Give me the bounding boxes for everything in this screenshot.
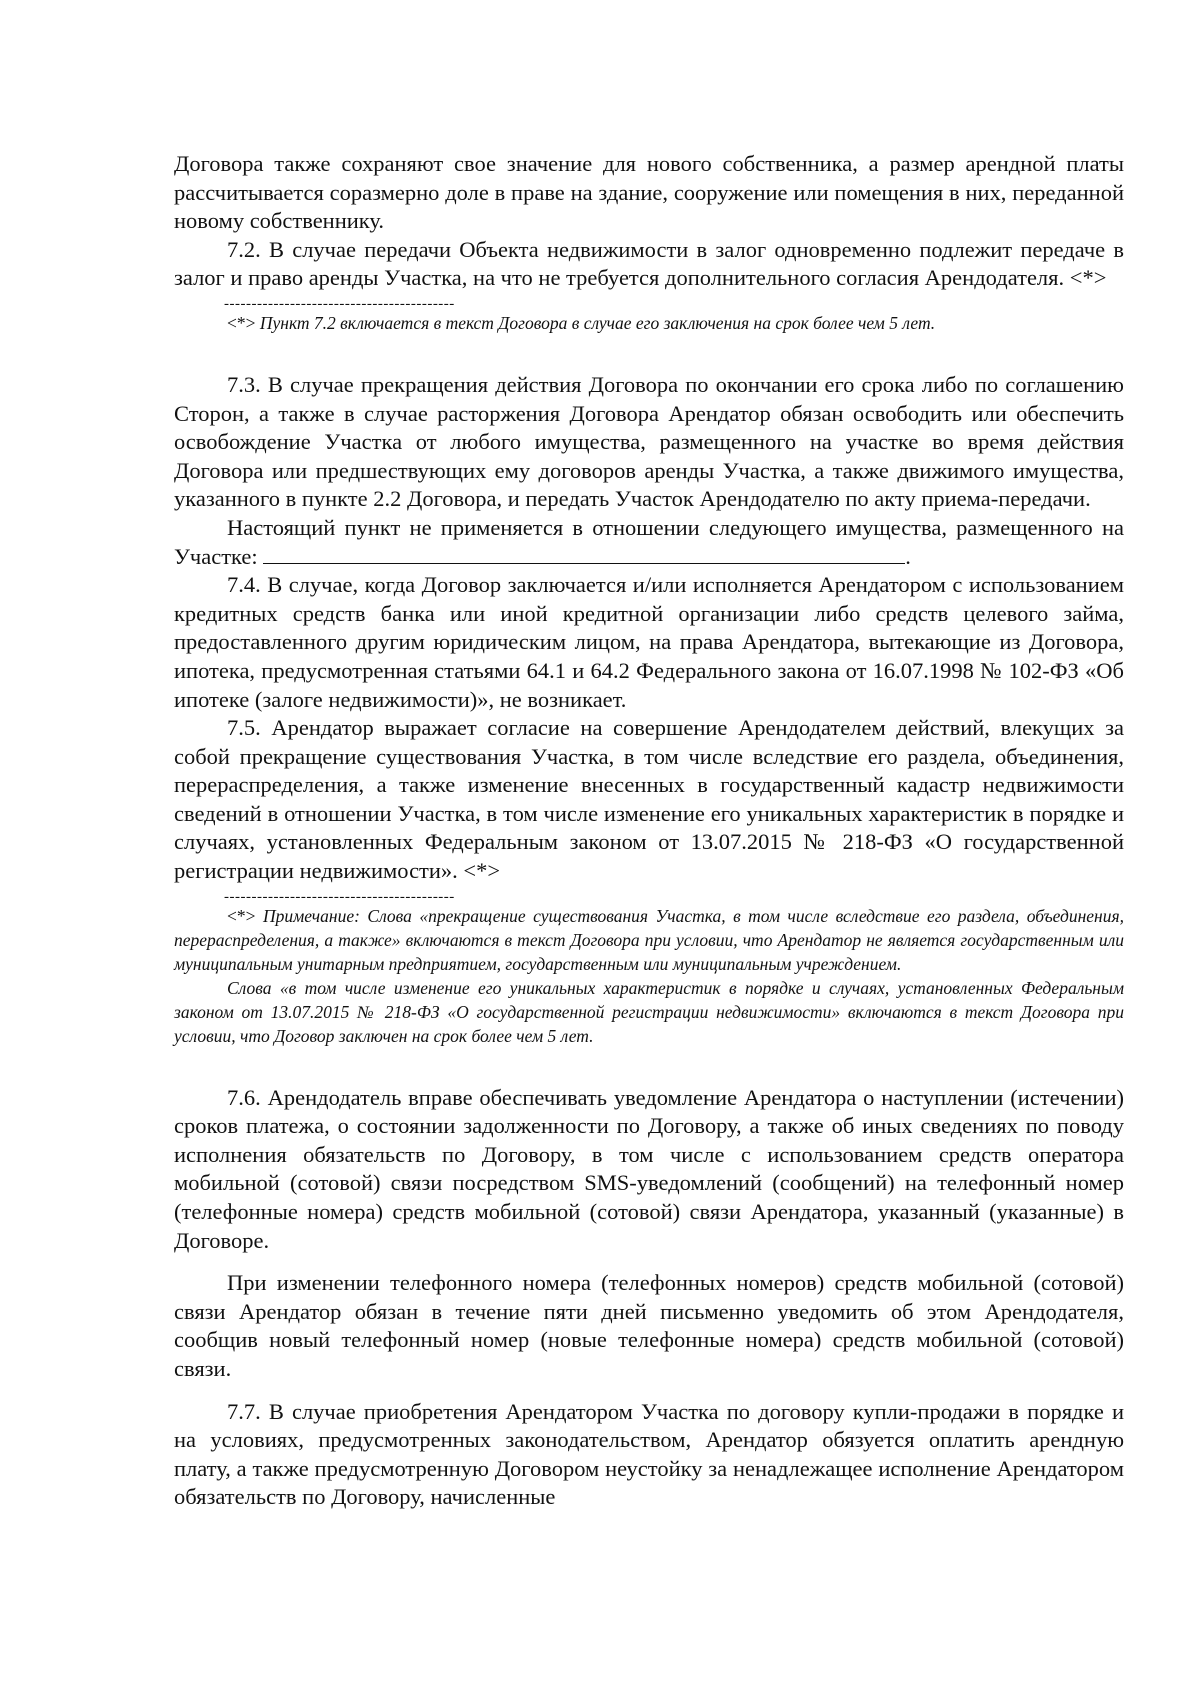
fill-in-blank-line [263,543,905,564]
footnote-separator: ------------------------------------------ [224,889,455,904]
paragraph-7-6: 7.6. Арендодатель вправе обеспечивать уведомление Арендатора о наступлении (истечении) сроков платежа, о состоянии задолженности по Договору, а также об иных сведениях по поводу исполнения обязательств по Договору, в том числе с использованием средств оператора мобильной (сотовой) связи посредством SMS-уведомлений (сообщений) на телефонный номер (телефонные номера) средств мобильной (сотовой) связи Арендатора, указанный (указанные) в Договоре. [174,1084,1124,1253]
paragraph-7-4: 7.4. В случае, когда Договор заключается и/или исполняется Арендатором с использованием кредитных средств банка или иной кредитной организации либо средств целевого займа, предоставленного другим юридическим лицом, на права Арендатора, вытекающие из Договора, ипотека, предусмотренная статьями 64.1 и 64.2 Федерального закона от 16.07.1998 № 102-ФЗ «Об ипотеке (залоге недвижимости)», не возникает. [174,572,1124,712]
document-page [174,150,1124,1512]
footnote-separator: ------------------------------------------ [224,296,455,311]
footnote-7-5-note [174,904,1124,976]
footnote-marker: <*> [227,905,256,926]
footnote-7-2 [174,311,1124,335]
footnote-7-2-text: Пункт 7.2 включается в текст Договора в случае его заключения на срок более чем 5 лет. [259,312,936,333]
paragraph-7-3: 7.3. В случае прекращения действия Договора по окончании его срока либо по соглашению Сторон, а также в случае расторжения Договора Арендатор обязан освободить или обеспечить освобождение Участка от любого имущества, размещенного на участке во время действия Договора или предшествующих ему договоров аренды Участка, а также движимого имущества, указанного в пункте 2.2 Договора, и передать Участок Арендодателю по акту приема-передачи. [174,371,1124,512]
paragraph-7-3-exception-text: Настоящий пункт не применяется в отношении следующего имущества, размещенного на Участке: [174,514,1124,569]
footnote-marker: <*> [227,312,256,333]
footnote-7-5-note-text: Примечание: Слова «прекращение существования Участка, в том числе вследствие его раздела, объединения, перераспределения, а также» включаются в текст Договора при условии, что Арендатор не является государственным или муниципальным унитарным предприятием, государственным или муниципальным учреждением. [174,905,1124,974]
paragraph-7-5: 7.5. Арендатор выражает согласие на совершение Арендодателем действий, влекущих за собой прекращение существования Участка, в том числе вследствие его раздела, объединения, перераспределения, а также изменение внесенных в государственный кадастр недвижимости сведений в отношении Участка, в том числе изменение его уникальных характеристик в порядке и случаях, установленных Федеральным законом от 13.07.2015 № 218-ФЗ «О государственной регистрации недвижимости». <*> [174,715,1124,884]
paragraph-7-3-exception: Настоящий пункт не применяется в отношении следующего имущества, размещенного на Участке: . [174,514,1124,569]
paragraph-7-6-phone-change: При изменении телефонного номера (телефонных номеров) средств мобильной (сотовой) связи Арендатор обязан в течение пяти дней письменно уведомить об этом Арендодателя, сообщив новый телефонный номер (новые телефонные номера) средств мобильной (сотовой) связи. [174,1270,1124,1381]
paragraph-7-7: 7.7. В случае приобретения Арендатором Участка по договору купли-продажи в порядке и на условиях, предусмотренных законодательством, Арендатор обязуется оплатить арендную плату, а также предусмотренную Договором неустойку за ненадлежащее исполнение Арендатором обязательств по Договору, начисленные [174,1398,1124,1510]
footnote-7-5-words: Слова «в том числе изменение его уникальных характеристик в порядке и случаях, установленных Федеральным законом от 13.07.2015 № 218-ФЗ «О государственной регистрации недвижимости» включаются в текст Договора при условии, что Договор заключен на срок более чем 5 лет. [174,977,1124,1046]
paragraph-7-2: 7.2. В случае передачи Объекта недвижимости в залог одновременно подлежит передаче в залог и право аренды Участка, на что не требуется дополнительного согласия Арендодателя. <*> [174,236,1124,291]
paragraph-intro: Договора также сохраняют свое значение для нового собственника, а размер арендной платы рассчитывается соразмерно доле в праве на здание, сооружение или помещения в них, переданной новому собственнику. [174,151,1124,234]
